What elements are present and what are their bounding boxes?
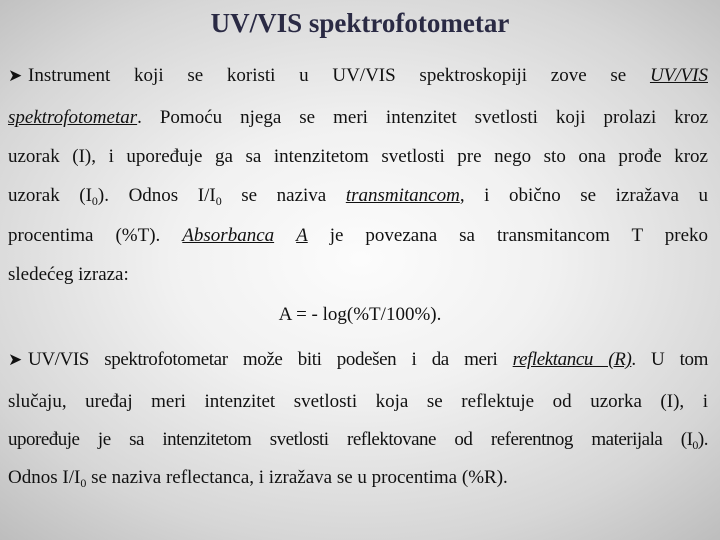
text-segment: Instrument koji se koristi u UV/VIS spektroskopiji zove se — [28, 65, 627, 86]
term-reflektanca: reflektancu (R) — [512, 349, 632, 370]
paragraph-1-line-4 — [8, 185, 708, 207]
subscript: 0 — [215, 194, 222, 208]
term-spektrofotometar: spektrofotometar — [8, 107, 138, 128]
term-absorbanca: Absorbanca — [182, 225, 275, 246]
text-segment: se naziva reflectanca, i izražava se u procentima (%R). — [86, 467, 508, 488]
paragraph-1-line-3: uzorak (I), i upoređuje ga sa intenzitetom svetlosti pre nego sto ona prođe kroz — [8, 146, 708, 167]
arrow-bullet-icon: ➤ — [8, 350, 22, 370]
text-segment: ). — [697, 429, 708, 450]
text-segment: uzorak (I — [8, 185, 92, 206]
paragraph-1-line-2 — [8, 107, 708, 129]
paragraph-1-line-5 — [8, 225, 708, 247]
text-segment: se naziva — [221, 185, 327, 206]
text-segment: UV/VIS spektrofotometar može biti podešen i da meri — [28, 349, 498, 370]
text-segment: upoređuje je sa intenzitetom svetlosti reflektovane od referentnog materijala (I — [8, 429, 693, 450]
paragraph-2-line-4 — [8, 467, 708, 489]
arrow-bullet-icon: ➤ — [8, 66, 23, 86]
paragraph-1-line-1 — [8, 65, 708, 87]
text-segment: je povezana sa transmitancom T preko — [329, 225, 709, 246]
paragraph-1-line-6: sledećeg izraza: — [8, 264, 129, 285]
subscript: 0 — [80, 476, 87, 490]
paragraph-2-line-3 — [8, 429, 708, 451]
term-variable-a: A — [296, 225, 308, 246]
text-segment: procentima (%T). — [8, 225, 161, 246]
formula: A = - log(%T/100%). — [278, 304, 442, 325]
subscript: 0 — [692, 438, 698, 452]
text-segment: Odnos I/I — [8, 467, 81, 488]
term-uv-vis: UV/VIS — [649, 65, 708, 86]
text-segment: . U tom — [631, 349, 708, 370]
paragraph-2-line-1 — [8, 349, 708, 371]
text-segment: . Pomoću njega se meri intenzitet svetlosti koji prolazi kroz — [137, 107, 708, 128]
text-segment: ). Odnos I/I — [97, 185, 216, 206]
term-transmitanca: transmitancom — [345, 185, 460, 206]
subscript: 0 — [91, 194, 98, 208]
slide-title: UV/VIS spektrofotometar — [210, 8, 510, 38]
paragraph-2-line-2: slučaju, uređaj meri intenzitet svetlosti koja se reflektuje od uzorka (I), i — [8, 391, 708, 412]
text-segment: , i obično se izražava u — [459, 185, 708, 206]
